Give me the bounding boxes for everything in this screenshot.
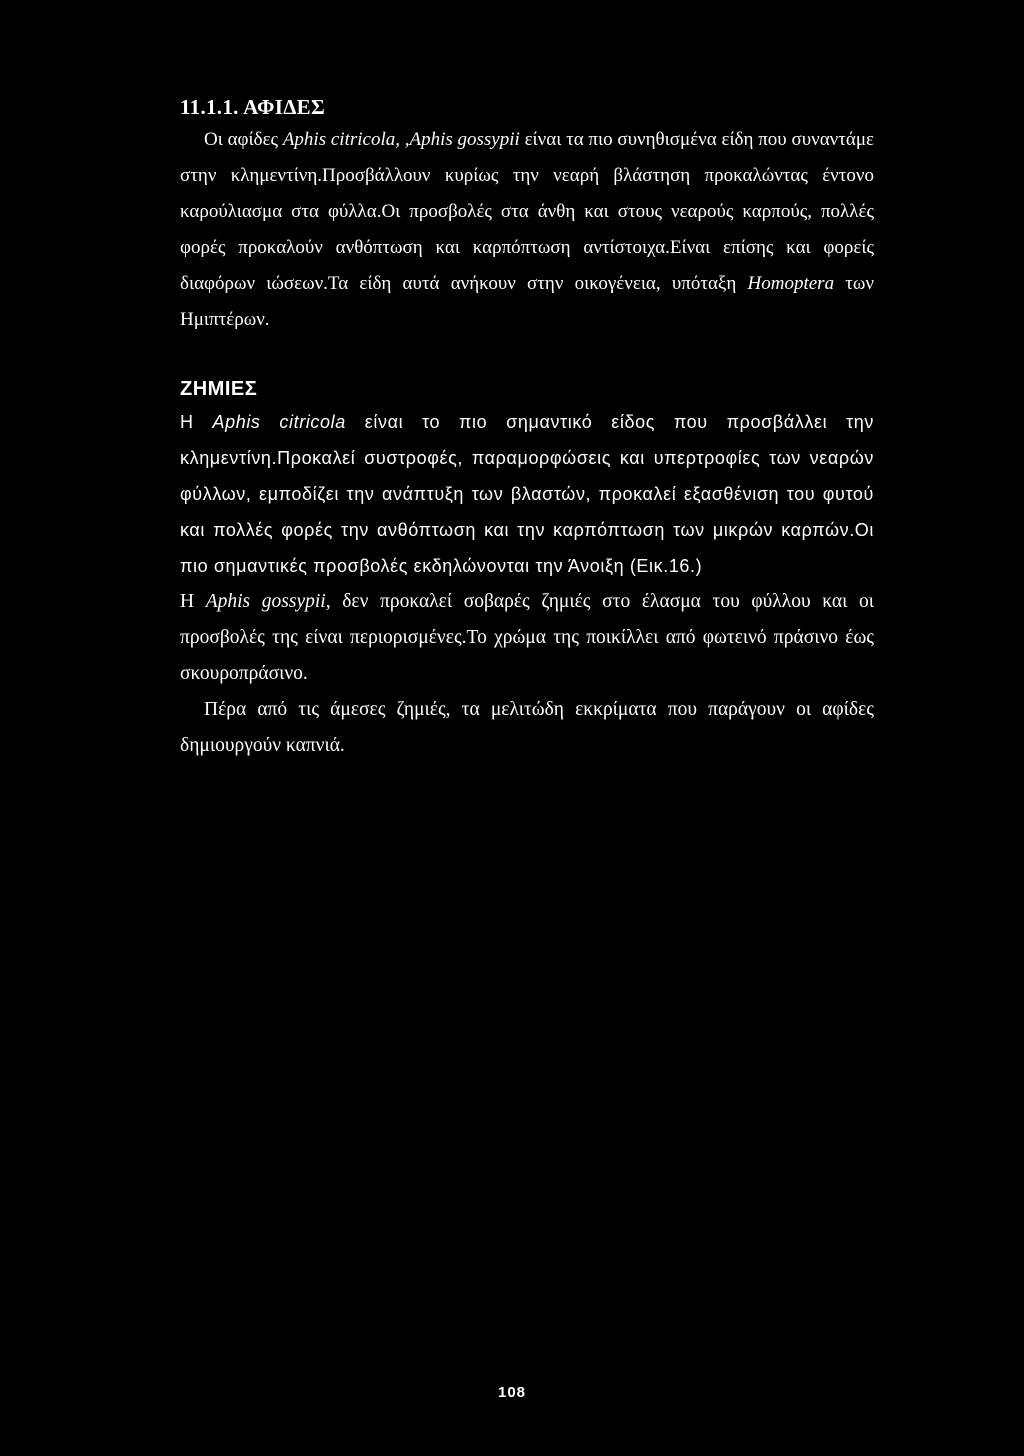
text-run: είναι το πιο σημαντικό είδος που προσβάλλει την κλημεντίνη.Προκαλεί συστροφές, παραμορφώσεις και υπερτροφίες των νεαρών φύλλων, εμποδίζει την ανάπτυξη των βλαστών, προκαλεί εξασθένιση του φυτού και πολλές φορές την ανθόπτωση και την καρπόπτωση των μικρών καρπών.Οι πιο σημαντικές προσβολές εκδηλώνονται την Άνοιξη (Εικ.16.)	[180, 412, 874, 576]
species-name: Aphis citricola	[212, 412, 346, 432]
page-content	[180, 92, 874, 764]
section-heading-aphids: 11.1.1. ΑΦΙΔΕΣ	[180, 95, 325, 119]
paragraph-aphis-gossypii	[180, 584, 874, 692]
section-heading-damages: ΖΗΜΙΕΣ	[180, 378, 258, 400]
text-run: είναι τα πιο συνηθισμένα είδη που συναντάμε στην κλημεντίνη.Προσβάλλουν κυρίως την νεαρή βλάστηση προκαλώντας έντονο καρούλιασμα στα φύλλα.Οι προσβολές στα άνθη και στους νεαρούς καρπούς, πολλές φορές προκαλούν ανθόπτωση και καρπόπτωση αντίστοιχα.Είναι επίσης και φορείς διαφόρων ιώσεων.Τα είδη αυτά ανήκουν στην οικογένεια, υπόταξη	[180, 129, 874, 294]
text-run: των Ημιπτέρων.	[180, 273, 874, 330]
species-names: Aphis citricola, ,Aphis gossypii	[282, 129, 520, 150]
paragraph-aphids-intro	[180, 122, 874, 338]
species-name: Aphis gossypii	[205, 591, 326, 612]
page-number: 108	[497, 1384, 527, 1401]
text-run: Οι αφίδες	[204, 129, 283, 150]
text-run: , δεν προκαλεί σοβαρές ζημιές στο έλασμα του φύλλου και οι προσβολές της είναι περιορισμένες.Το χρώμα της ποικίλλει από φωτεινό πράσινο έως σκουροπράσινο.	[180, 591, 874, 684]
text-run: Η	[180, 591, 206, 612]
spacer	[180, 338, 874, 374]
text-run: Η	[180, 412, 213, 432]
order-name: Homoptera	[747, 273, 835, 294]
paragraph-honeydew: Πέρα από τις άμεσες ζημιές, τα μελιτώδη εκκρίματα που παράγουν οι αφίδες δημιουργούν καπνιά.	[180, 699, 874, 756]
paragraph-aphis-citricola	[180, 404, 874, 584]
